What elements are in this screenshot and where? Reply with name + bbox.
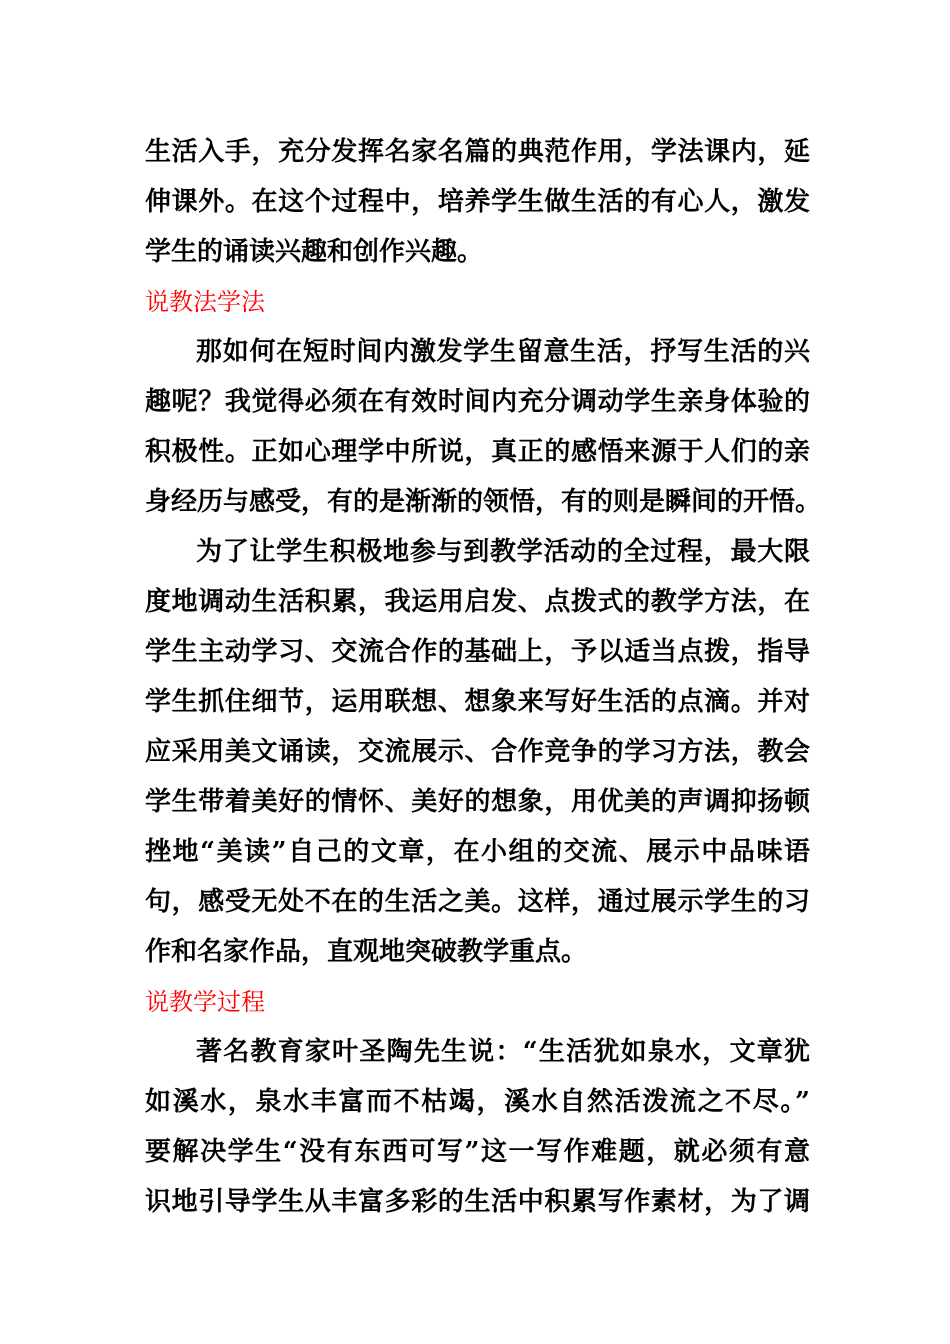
section-heading-teaching-process: 说教学过程 xyxy=(145,988,265,1016)
paragraph-4-line-3: 要解决学生“没有东西可写”这一写作难题，就必须有意 xyxy=(145,1137,810,1167)
paragraph-2-line-2: 趣呢？我觉得必须在有效时间内充分调动学生亲身体验的 xyxy=(145,387,810,417)
paragraph-1-line-1: 生活入手，充分发挥名家名篇的典范作用，学法课内，延 xyxy=(145,137,810,167)
paragraph-1-line-3: 学生的诵读兴趣和创作兴趣。 xyxy=(145,237,484,267)
paragraph-2-line-1: 那如何在短时间内激发学生留意生活，抒写生活的兴 xyxy=(196,337,810,367)
paragraph-4-line-2: 如溪水，泉水丰富而不枯竭，溪水自然活泼流之不尽。” xyxy=(145,1087,810,1117)
section-heading-teaching-methods: 说教法学法 xyxy=(145,288,265,316)
paragraph-3-line-8: 句，感受无处不在的生活之美。这样，通过展示学生的习 xyxy=(145,887,810,917)
paragraph-3-line-7: 挫地“美读”自己的文章，在小组的交流、展示中品味语 xyxy=(145,837,810,867)
paragraph-4-line-1: 著名教育家叶圣陶先生说：“生活犹如泉水，文章犹 xyxy=(196,1037,810,1067)
paragraph-3-line-5: 应采用美文诵读，交流展示、合作竞争的学习方法，教会 xyxy=(145,737,810,767)
paragraph-3-line-2: 度地调动生活积累，我运用启发、点拨式的教学方法，在 xyxy=(145,587,810,617)
paragraph-3-line-3: 学生主动学习、交流合作的基础上，予以适当点拨，指导 xyxy=(145,637,810,667)
paragraph-1-line-2: 伸课外。在这个过程中，培养学生做生活的有心人，激发 xyxy=(145,187,810,217)
paragraph-3-line-4: 学生抓住细节，运用联想、想象来写好生活的点滴。并对 xyxy=(145,687,810,717)
paragraph-2-line-3: 积极性。正如心理学中所说，真正的感悟来源于人们的亲 xyxy=(145,437,810,467)
paragraph-4-line-4: 识地引导学生从丰富多彩的生活中积累写作素材，为了调 xyxy=(145,1187,810,1217)
paragraph-2-line-4: 身经历与感受，有的是渐渐的领悟，有的则是瞬间的开悟。 xyxy=(145,487,822,517)
paragraph-3-line-1: 为了让学生积极地参与到教学活动的全过程，最大限 xyxy=(196,537,810,567)
paragraph-3-line-6: 学生带着美好的情怀、美好的想象，用优美的声调抑扬顿 xyxy=(145,787,810,817)
paragraph-3-line-9: 作和名家作品，直观地突破教学重点。 xyxy=(145,937,588,967)
